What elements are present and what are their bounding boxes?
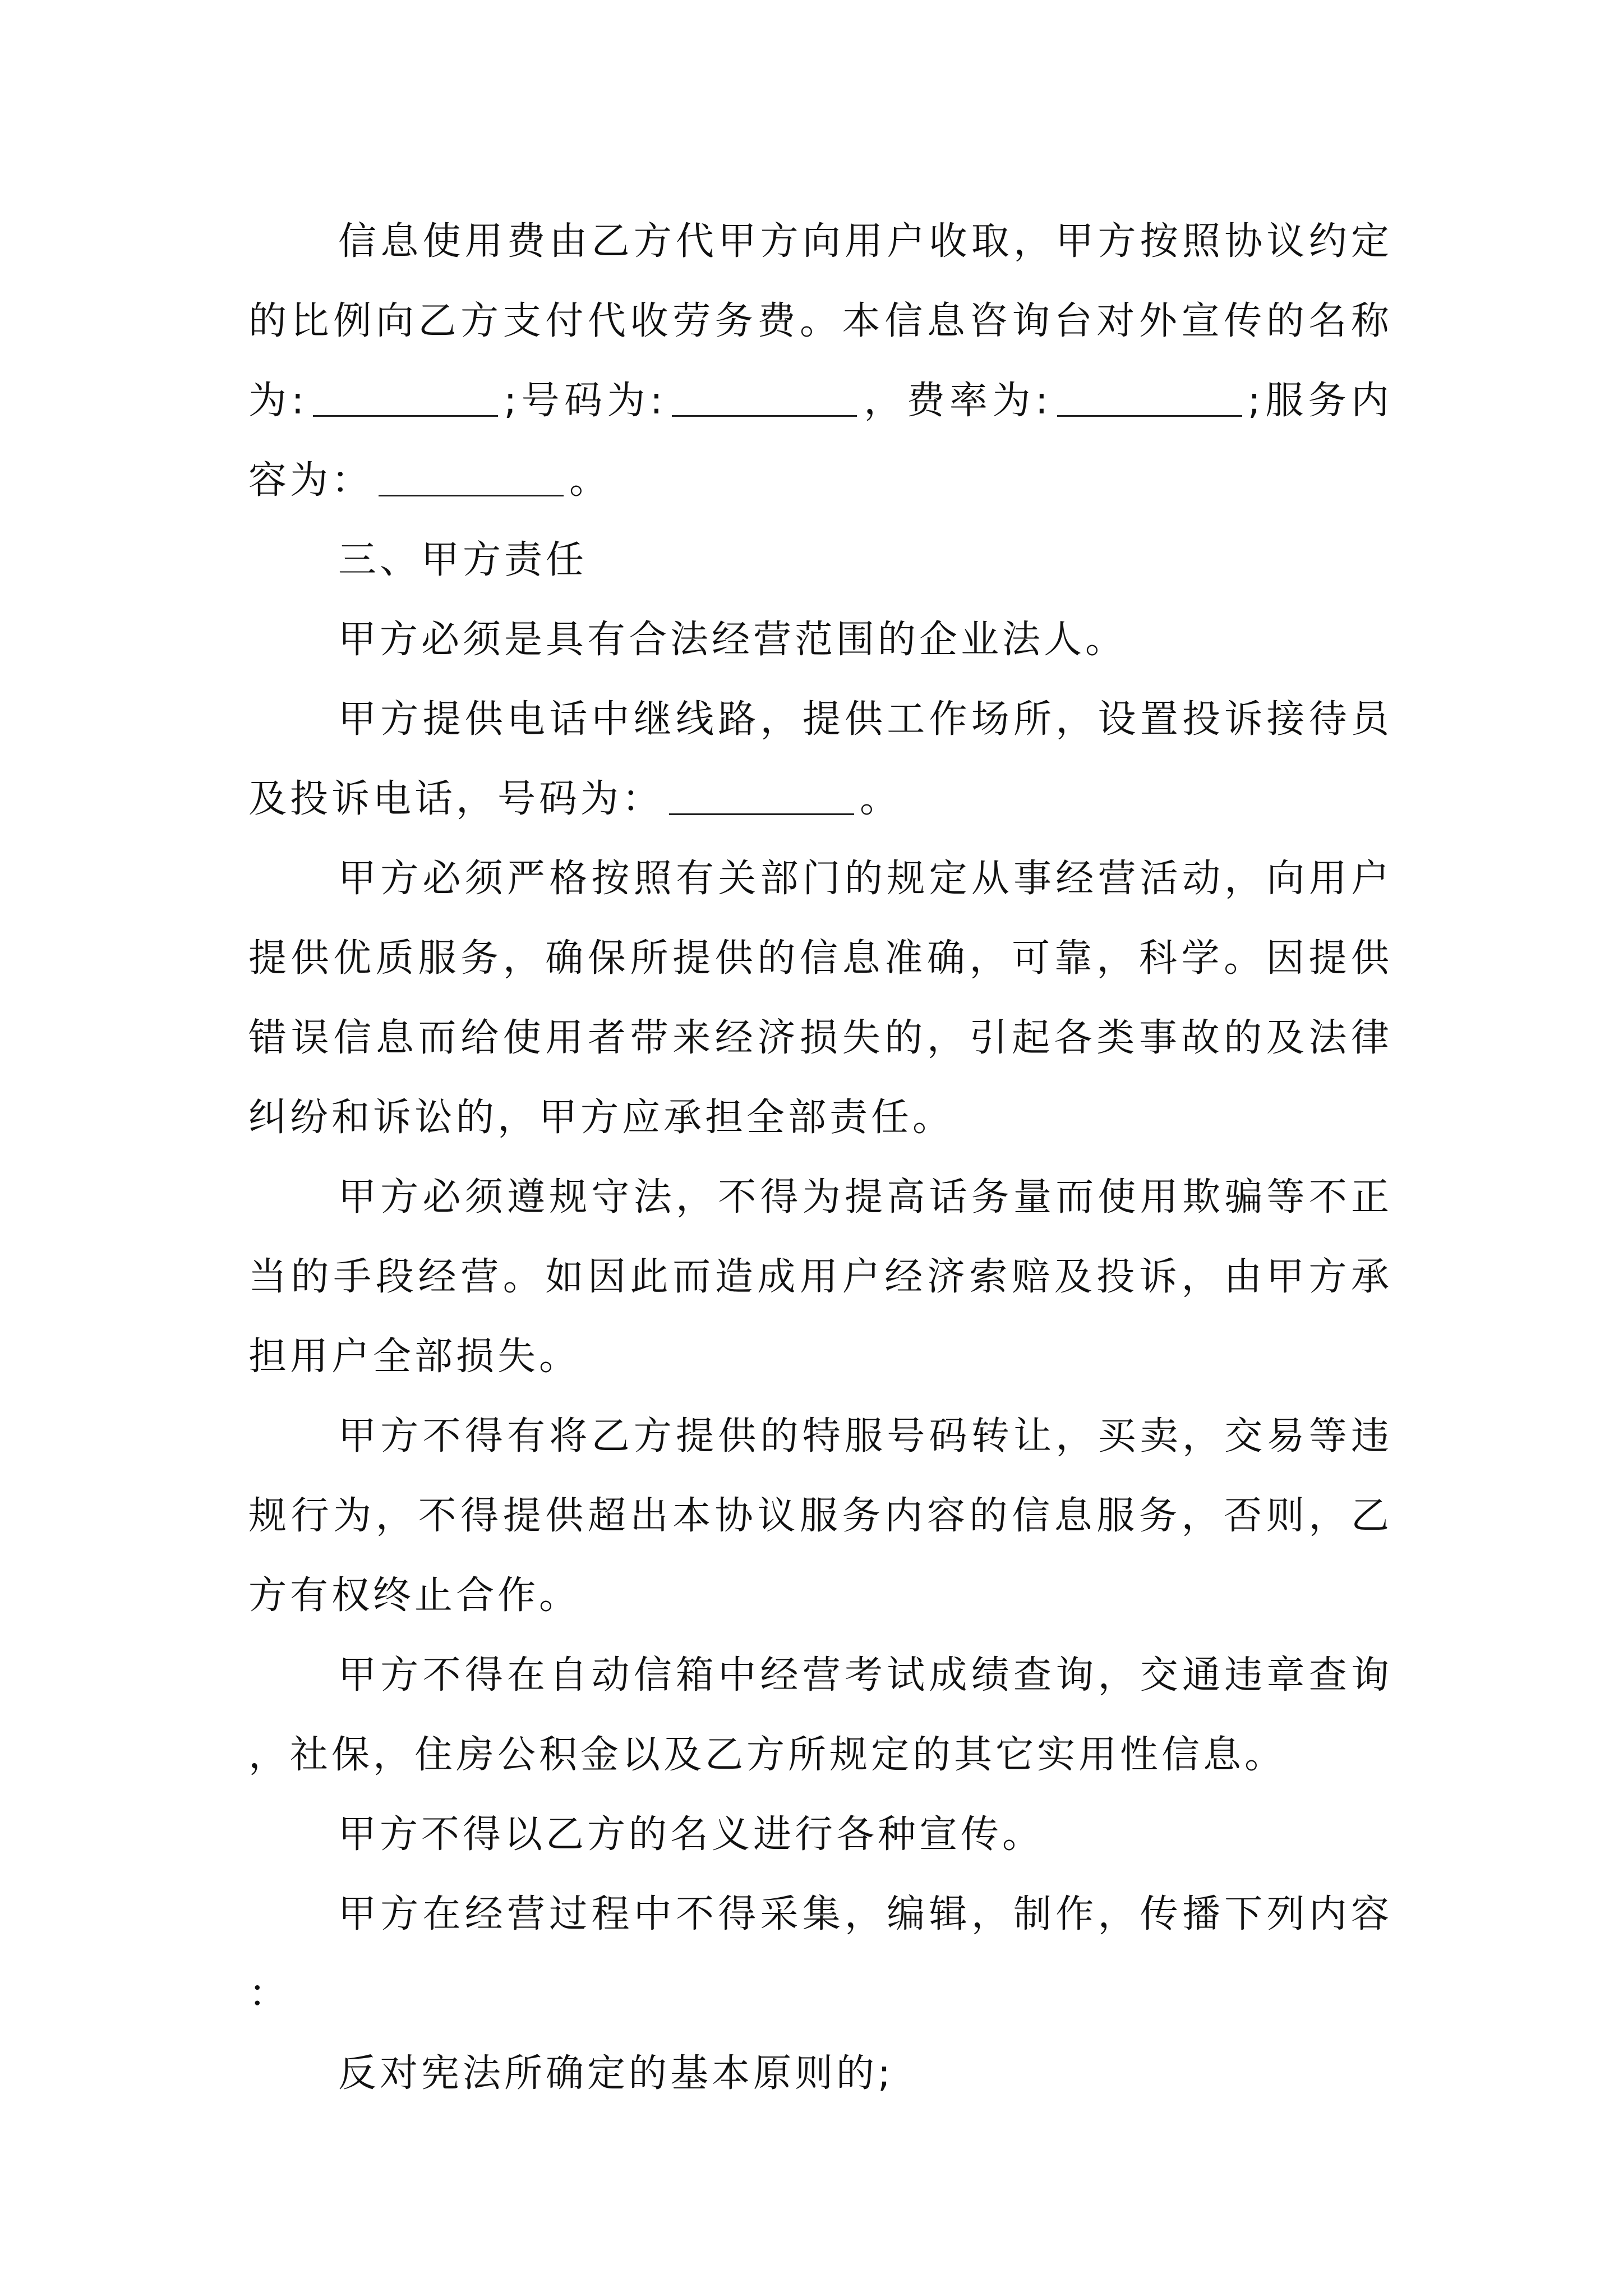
paragraph bbox=[248, 521, 1393, 600]
paragraph-text: ;服务内容为： bbox=[248, 379, 1393, 503]
paragraph-text: 反对宪法所确定的基本原则的; bbox=[338, 2051, 894, 2096]
paragraph bbox=[248, 202, 1393, 521]
paragraph-text: 信息使用费由乙方代甲方向用户收取，甲方按照协议约定的比例向乙方支付代收劳务费。本信息咨询台对外宣传的名称为: bbox=[248, 219, 1393, 423]
paragraph bbox=[248, 1875, 1393, 2034]
paragraph-text: 甲方不得有将乙方提供的特服号码转让，买卖，交易等违规行为，不得提供超出本协议服务内容的信息服务，否则，乙方有权终止合作。 bbox=[248, 1414, 1393, 1618]
paragraph-text: 甲方必须严格按照有关部门的规定从事经营活动，向用户提供优质服务，确保所提供的信息准确，可靠，科学。因提供错误信息而给使用者带来经济损失的，引起各类事故的及法律纠纷和诉讼的，甲方应承担全部责任。 bbox=[248, 857, 1393, 1140]
paragraph bbox=[248, 600, 1393, 680]
paragraph-text: 甲方不得在自动信箱中经营考试成绩查询，交通违章查询，社保，住房公积金以及乙方所规定的其它实用性信息。 bbox=[248, 1653, 1393, 1777]
paragraph bbox=[248, 1795, 1393, 1875]
fill-in-blank bbox=[313, 381, 498, 417]
paragraph-text: ;号码为: bbox=[504, 379, 666, 423]
paragraph bbox=[248, 1397, 1393, 1636]
paragraph-text: ，费率为: bbox=[862, 379, 1052, 423]
paragraph-text: 甲方提供电话中继线路，提供工作场所，设置投诉接待员及投诉电话，号码为： bbox=[248, 697, 1393, 821]
paragraph bbox=[248, 680, 1393, 839]
document-body bbox=[248, 202, 1393, 2114]
paragraph bbox=[248, 1158, 1393, 1397]
paragraph bbox=[248, 1636, 1393, 1795]
paragraph-text: 甲方必须遵规守法，不得为提高话务量而使用欺骗等不正当的手段经营。如因此而造成用户经济索赔及投诉，由甲方承担用户全部损失。 bbox=[248, 1175, 1393, 1379]
fill-in-blank bbox=[379, 461, 564, 496]
paragraph-text: 。 bbox=[569, 458, 611, 503]
paragraph-text: 甲方在经营过程中不得采集，编辑，制作，传播下列内容： bbox=[248, 1892, 1393, 2016]
paragraph-text: 甲方不得以乙方的名义进行各种宣传。 bbox=[338, 1812, 1044, 1857]
paragraph bbox=[248, 2034, 1393, 2114]
fill-in-blank bbox=[669, 780, 854, 815]
paragraph-text: 。 bbox=[860, 777, 902, 821]
fill-in-blank bbox=[672, 381, 857, 417]
paragraph-text: 甲方必须是具有合法经营范围的企业法人。 bbox=[338, 618, 1127, 662]
paragraph-text: 三、甲方责任 bbox=[338, 538, 588, 582]
fill-in-blank bbox=[1057, 381, 1242, 417]
paragraph bbox=[248, 839, 1393, 1158]
